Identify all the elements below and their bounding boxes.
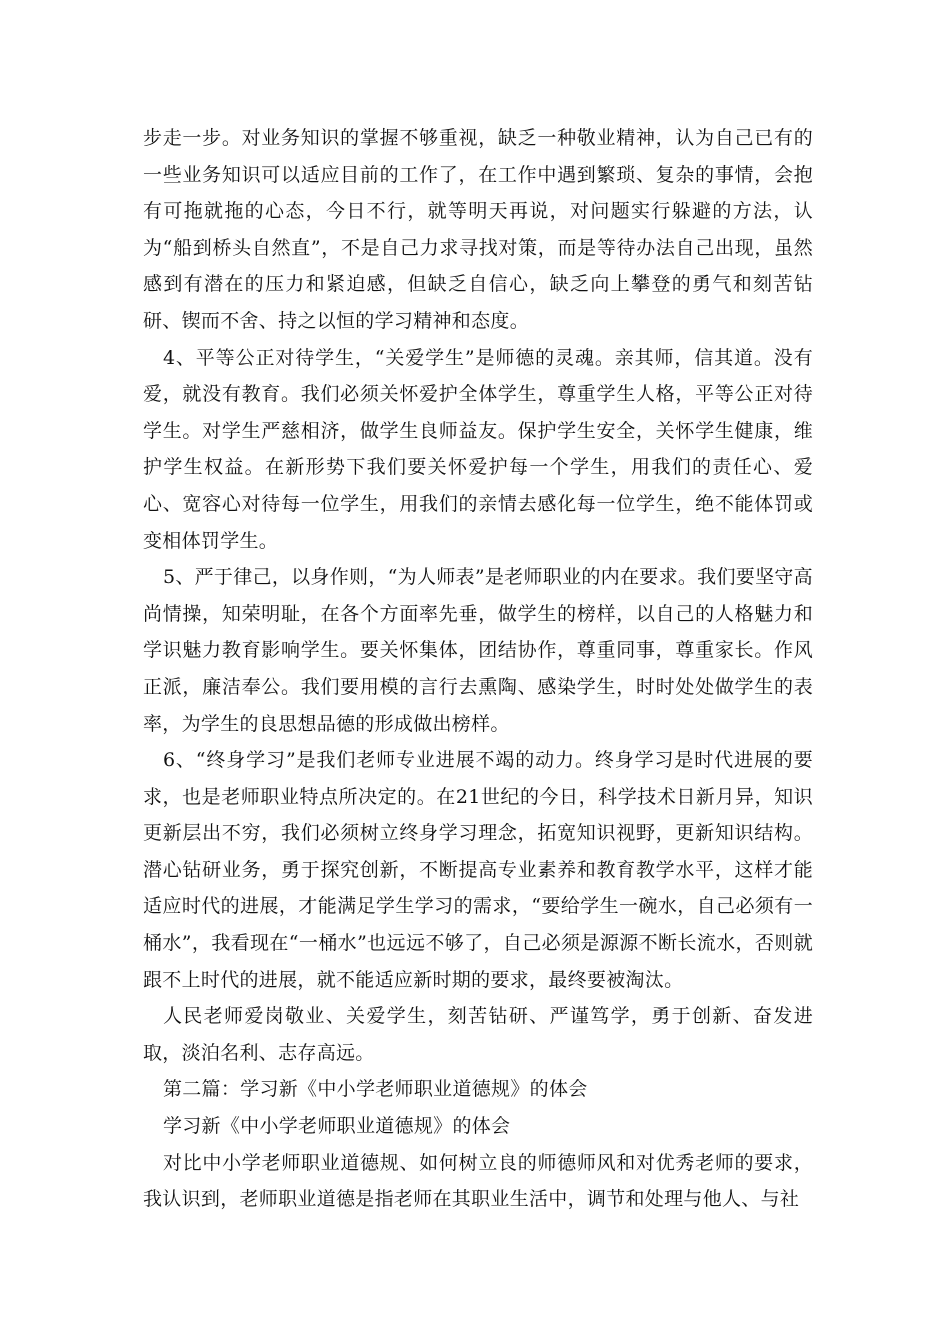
paragraph-item-5: 5、严于律己，以身作则，“为人师表”是老师职业的内在要求。我们要坚守高尚情操，知荣明耻，在各个方面率先垂，做学生的榜样，以自己的人格魅力和学识魅力教育影响学生。要关怀集体，团结协作，尊重同事，尊重家长。作风正派，廉洁奉公。我们要用模的言行去熏陶、感染学生，时时处处做学生的表率，为学生的良思想品德的形成做出榜样。 [143, 566, 813, 735]
paragraph-item-4: 4、平等公正对待学生，“关爱学生”是师德的灵魂。亲其师，信其道。没有爱，就没有教育。我们必须关怀爱护全体学生，尊重学生人格，平等公正对待学生。对学生严慈相济，做学生良师益友。保护学生安全，关怀学生健康，维护学生权益。在新形势下我们要关怀爱护每一个学生，用我们的责任心、爱心、宽容心对待每一位学生，用我们的亲情去感化每一位学生，绝不能体罚或变相体罚学生。 [143, 346, 813, 552]
paragraph-continuation: 步走一步。对业务知识的掌握不够重视，缺乏一种敬业精神，认为自己已有的一些业务知识可以适应目前的工作了，在工作中遇到繁琐、复杂的事情，会抱有可拖就拖的心态，今日不行，就等明天再说，对问题实行躲避的方法，认为“船到桥头自然直”，不是自己力求寻找对策，而是等待办法自己出现，虽然感到有潜在的压力和紧迫感，但缺乏自信心，缺乏向上攀登的勇气和刻苦钻研、锲而不舍、持之以恒的学习精神和态度。 [143, 127, 813, 332]
paragraph-item-6: 6、“终身学习”是我们老师专业进展不竭的动力。终身学习是时代进展的要求，也是老师职业特点所决定的。在21世纪的今日，科学技术日新月异，知识更新层出不穷，我们必须树立终身学习理念，拓宽知识视野，更新知识结构。潜心钻研业务，勇于探究创新，不断提高专业素养和教育教学水平，这样才能适应时代的进展，才能满足学生学习的需求，“要给学生一碗水，自己必须有一桶水”，我看现在“一桶水”也远远不够了，自己必须是源源不断长流水，否则就跟不上时代的进展，就不能适应新时期的要求，最终要被淘汰。 [143, 749, 813, 991]
article-title: 学习新《中小学老师职业道德规》的体会 [162, 1115, 511, 1138]
section-heading: 第二篇：学习新《中小学老师职业道德规》的体会 [162, 1078, 588, 1101]
paragraph-summary: 人民老师爱岗敬业、关爱学生，刻苦钻研、严谨笃学，勇于创新、奋发进取，淡泊名利、志存高远。 [143, 1005, 813, 1064]
document-body [143, 120, 813, 1218]
paragraph-intro: 对比中小学老师职业道德规、如何树立良的师德师风和对优秀老师的要求，我认识到，老师职业道德是指老师在其职业生活中，调节和处理与他人、与社 [143, 1151, 813, 1211]
